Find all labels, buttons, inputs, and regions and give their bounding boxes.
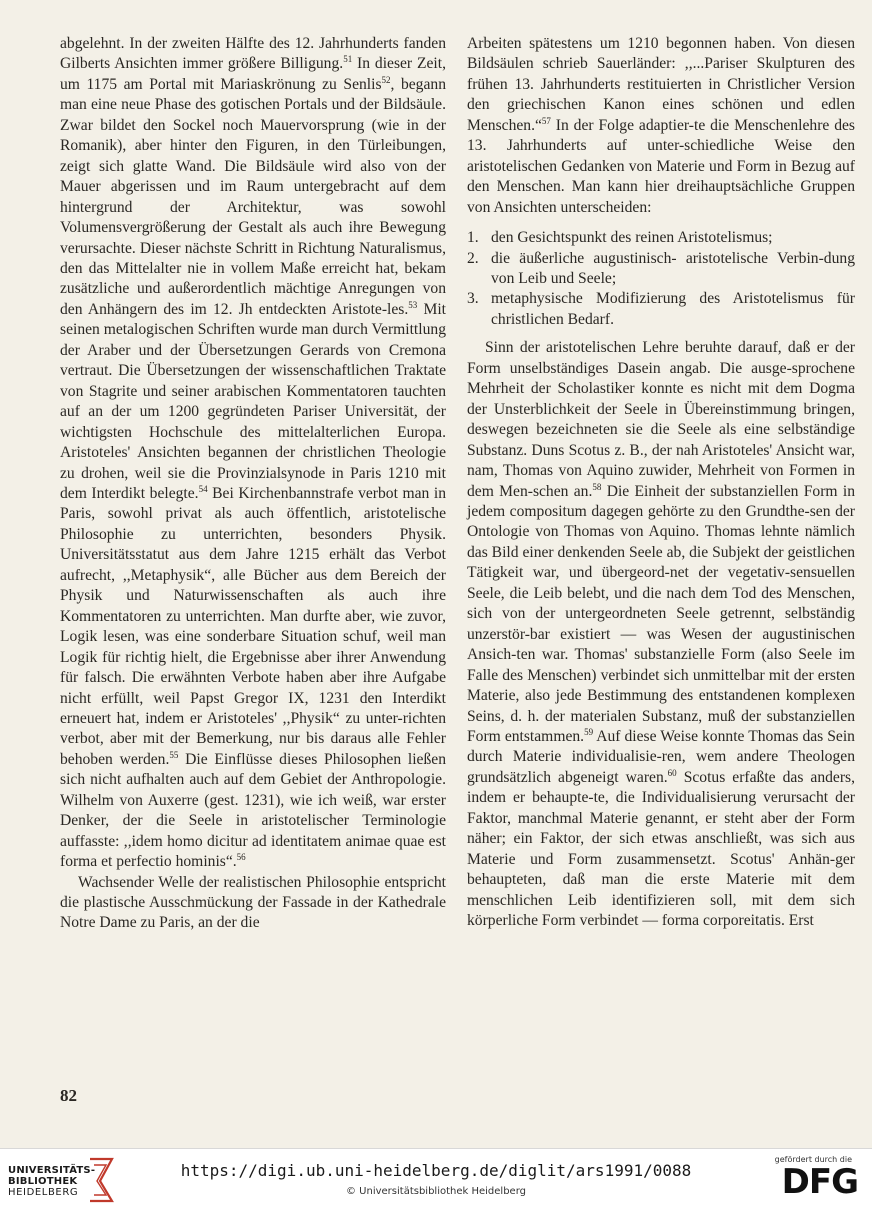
list-item: 1. den Gesichtspunkt des reinen Aristotelismus; [467,229,773,247]
right-paragraph-2: Sinn der aristotelischen Lehre beruhte darauf, daß er der Form unselbständiges Dasein angab. Die ausge-sprochene Mehrheit der Scholastiker konnte es nicht mit dem Dogma der Unsterblichkeit der Seele in Übereinstimmung bringen, deswegen bezeichneten sie die Seele als eine selbständige Substanz. Duns Scotus z. B., der nah Aristoteles' Ansicht war, nam, Thomas von Aquino zuwider, Mehrheit von Formen in dem Men-schen an.$^{58}$ Die Einheit der substanziellen Form in jedem compositum dagegen gehörte zu den Grundthe-sen der Ontologie von Thomas von Aquino. Thomas lehnte nämlich das Bild einer denkenden Seele ab, die Subjekt der geistlichen Tätigkeit war, und übergeord-net der vegetativ-sensuellen Seele, die Leib belebt, und die nach dem Tod des Menschen, sich von der untergeordneten Seele getrennt, selbständig unzerstör-bar existiert — was Wesen der augustinischen Ansich-ten war. Thomas' substanzielle Form (also Seele im Falle des Menschen) verbindet sich unmittelbar mit der ersten Materie, also jede Bestimmung des entstandenen komplexen Seins, d. h. der materialen Substanz, muß der substanziellen Form entstammen.$^{59}$ Auf diese Weise konnte Thomas das Sein durch Materie individualisie-ren, wem andere Theologen grundsätzlich abgeneigt waren.$^{60}$ Scotus erfaßte das anders, indem er behaupte-te, die Individualisierung verursacht der Faktor, manchmal Materie genannt, er steht aber der Form näher; ein Faktor, der sich etwas anschließt, was sich aus Materie und Form zusammensetzt. Scotus' Anhän-ger behaupteten, daß man die erste Materie mit dem menschlichen Leib identifizieren soll, mit dem sich körperliche Form verbindet — forma corporeitatis. Erst [467,339,856,930]
footnote-ref[interactable]: 57 [541,115,551,126]
footnote-ref[interactable]: 55 [169,749,179,760]
library-logo[interactable]: UNIVERSITÄTS- BIBLIOTHEK HEIDELBERG [8,1165,96,1198]
list-item: 3. metaphysische Modifizierung des Aristotelismus für christlichen Bedarf. [467,290,855,328]
left-paragraph-1: abgelehnt. In der zweiten Hälfte des 12. Jahrhunderts fanden Gilberts Ansichten immer größere Billigung.$^{51}$ In dieser Zeit, um 1175 am Portal mit Mariaskrönung zu Senlis$^{52}$, begann man eine neue Phase des gotischen Portals und der Bildsäule. Zwar bildet den Sockel noch Mauervorsprung (wie in der Romanik), aber hinter den Figuren, in den Türleibungen, zeigt sich glatte Wand. Die Bildsäule wird also von der Mauer abgerissen und im Raum untergebracht auf dem hintergrund der Architektur, was sowohl Volumensvergrößerung der Gestalt als auch ihre Bewegung verursachte. Dieser nächste Schritt in Richtung Naturalismus, den das Mittelalter nie in vollem Maße erreicht hat, bekam zusätzliche und außerordentlich mächtige Anregungen von den Anhängern des im 12. Jh entdeckten Aristote-les.$^{53}$ Mit seinen metalogischen Schriften wurde man durch Vermittlung der Araber und der Übersetzungen Gerards von Cremona vertraut. Die Übersetzungen der wissenschaftlichen Traktate von Stagrite und seiner arabischen Kommentatoren tauchten auf an der um 1200 gegründeten Pariser Universität, der wichtigsten Hochschule des mittelalterlichen Europa. Aristoteles' Ansichten begannen der christlichen Theologie zu drohen, weil sie die Provinzialsynode in Paris 1210 mit dem Interdikt belegte.$^{54}$ Bei Kirchenbannstrafe verbot man in Paris, sowohl privat als auch öffentlich, aristotelische Philosophie zu unterrichten, besonders Physik. Universitätsstatut aus dem Jahre 1215 erhält das Verbot aufrecht, ,,Metaphysik“, alle Bücher aus dem Bereich der Physik und Naturwissenschaften als auch ihre Kommentatoren zu unterrichten. Man durfte aber, wie zuvor, Logik lesen, was eine sonderbare Situation schuf, weil man Logik für richtig hielt, die Ergebnisse aber ihrer Anwendung für falsch. Die erwähnten Verbote haben aber ihre Aufgabe nicht erfüllt, weil Papst Gregor IX, 1231 den Interdikt erneuert hat, indem er Aristoteles' ,,Physik“ zu unter-richten verbot, aber mit der Bemerkung, nur bis daraus alle Fehler behoben werden.$^{55}$ Die Einflüsse dieses Philosophen ließen sich nicht aufhalten auch auf dem Gebiet der Anthropologie. Wilhelm von Auxerre (gest. 1231), wie ich weiß, war erster Denker, der die Seele in aristotelischer Terminologie auffasste: ,,idem homo dicitur ad identitatem animae quae est forma et perfectio hominis“.$^{56}$ [60,35,446,871]
footnote-ref[interactable]: 56 [236,852,246,863]
footnote-ref[interactable]: 59 [584,726,594,737]
footnote-ref[interactable]: 53 [408,299,418,310]
footnote-ref[interactable]: 60 [667,767,677,778]
page-number: 82 [60,1086,77,1105]
right-paragraph-1: Arbeiten spätestens um 1210 begonnen haben. Von diesen Bildsäulen schrieb Sauerländer: ,,...Pariser Skulpturen des frühen 13. Jahrhunderts restituierten in Christlicher Version den griechischen Kanon eines schönen und edlen Menschen.“$^{57}$ In der Folge adaptier-te die Menschenlehre des 13. Jahrhunderts auf unter-schiedliche Weise den aristotelischen Gedanken von Materie und Form in Bezug auf den Menschen. Man kann hier dreihauptsächliche Gruppen von Ansichten unterscheiden: [467,35,855,216]
footnote-ref[interactable]: 52 [381,74,391,85]
funding-note: gefördert durch die [774,1155,852,1164]
left-column [60,34,446,934]
copyright-notice: © Universitätsbibliothek Heidelberg [345,1186,526,1197]
dfg-logo[interactable]: DFG [781,1162,858,1202]
left-paragraph-2: Wachsender Welle der realistischen Philosophie entspricht die plastische Ausschmückung der Fassade in der Kathedrale Notre Dame zu Paris, an der die [60,873,446,932]
views-list [467,228,855,330]
permalink-url[interactable]: https://digi.ub.uni-heidelberg.de/diglit/ars1991/0088 [180,1161,692,1180]
viewer-footer [0,1148,872,1211]
right-column [467,34,855,931]
footnote-ref[interactable]: 58 [592,481,602,492]
list-item: 2. die äußerliche augustinisch- aristotelische Verbin-dung von Leib und Seele; [467,249,855,287]
footnote-ref[interactable]: 51 [343,54,353,65]
footnote-ref[interactable]: 54 [198,483,208,494]
